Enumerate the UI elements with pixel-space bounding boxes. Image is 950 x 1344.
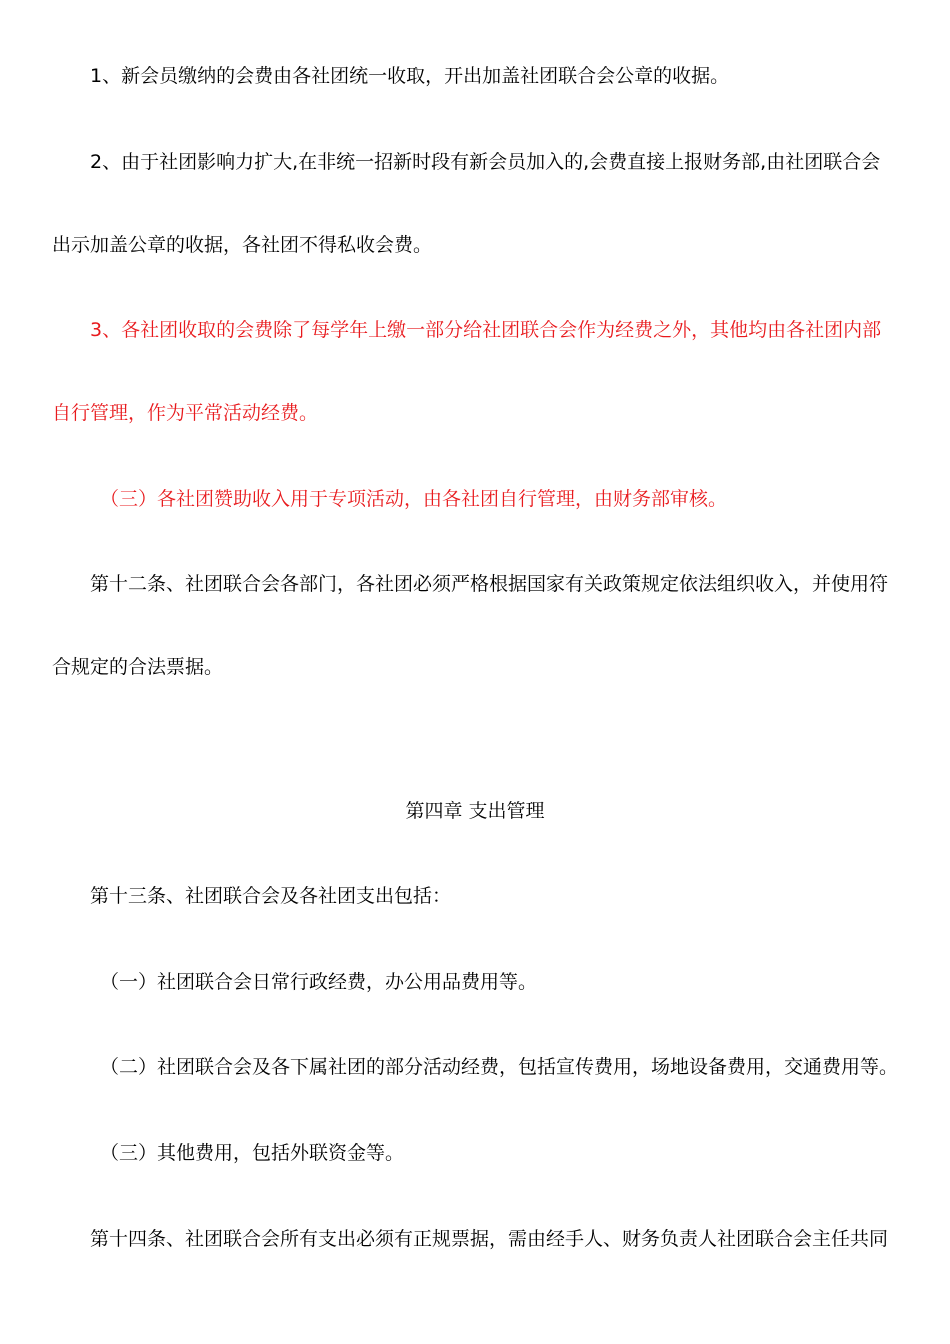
paragraph-sponsorship-income: （三）各社团赞助收入用于专项活动，由各社团自行管理，由财务部审核。 xyxy=(100,488,728,510)
article-12-line1: 第十二条、社团联合会各部门，各社团必须严格根据国家有关政策规定依法组织收入，并使用符 xyxy=(90,573,889,595)
article-12-line2: 合规定的合法票据。 xyxy=(52,656,224,678)
article-13: 第十三条、社团联合会及各社团支出包括： xyxy=(90,885,452,907)
paragraph-new-member-fees: 1、新会员缴纳的会费由各社团统一收取，开出加盖社团联合会公章的收据。 xyxy=(90,65,730,87)
paragraph-fees-report-line1: 2、由于社团影响力扩大,在非统一招新时段有新会员加入的,会费直接上报财务部,由社团联合会 xyxy=(90,151,881,173)
paragraph-fees-management-line2: 自行管理，作为平常活动经费。 xyxy=(52,402,319,424)
paragraph-fees-report-line2: 出示加盖公章的收据，各社团不得私收会费。 xyxy=(52,234,433,256)
expense-item-1: （一）社团联合会日常行政经费，办公用品费用等。 xyxy=(100,971,538,993)
chapter-title: 第四章 支出管理 xyxy=(405,800,545,822)
article-14-line1: 第十四条、社团联合会所有支出必须有正规票据，需由经手人、财务负责人社团联合会主任共同 xyxy=(90,1228,889,1250)
expense-item-3: （三）其他费用，包括外联资金等。 xyxy=(100,1142,405,1164)
paragraph-fees-management-line1: 3、各社团收取的会费除了每学年上缴一部分给社团联合会作为经费之外，其他均由各社团内部 xyxy=(90,319,882,341)
expense-item-2: （二）社团联合会及各下属社团的部分活动经费，包括宣传费用，场地设备费用，交通费用等。 xyxy=(100,1056,899,1078)
